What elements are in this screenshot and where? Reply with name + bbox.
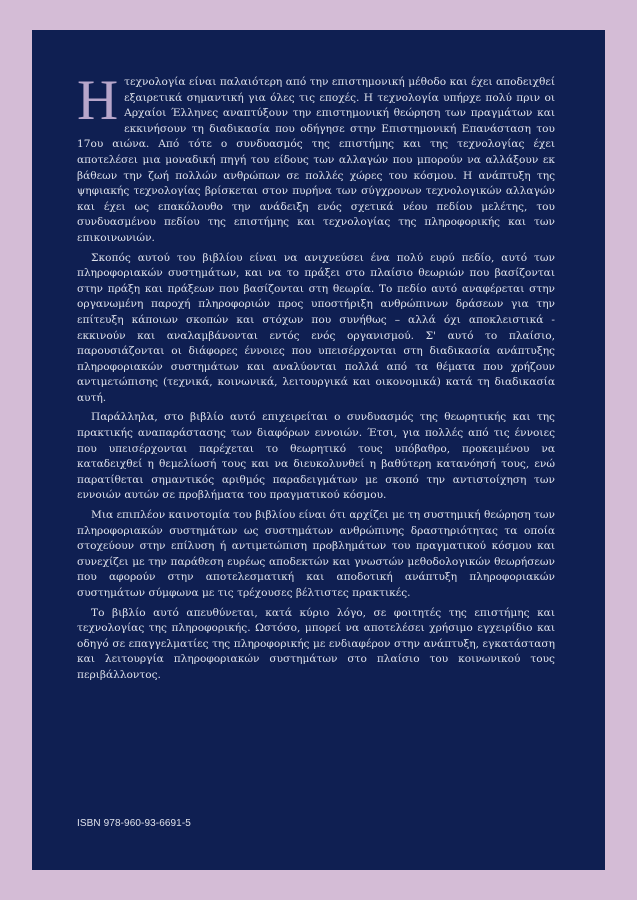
paragraph-intro-text: τεχνολογία είναι παλαιότερη από την επιστημονική μέθοδο και έχει αποδειχθεί εξαιρετικά σημαντική για όλες τις εποχές. Η τεχνολογία υπήρχε πολύ πριν οι Αρχαίοι Έλληνες αναπτύξουν την επιστημονική θεώρηση των πραγμάτων και εκκινήσουν τη διαδικασία που οδήγησε στην Επιστημονική Επανάσταση του 17ου αιώνα. Από τότε ο συνδυασμός της επιστήμης και της τεχνολογίας έχει αποτελέσει μια μοναδική πηγή του είδους των αλλαγών που μπορούν να αλλάξουν εκ βάθεων την ζωή πολλών ανθρώπων σε πολλές χώρες του κόσμου. Η ανάπτυξη της ψηφιακής τεχνολογίας βρίσκεται στον πυρήνα των σύγχρονων τεχνολογικών αλλαγών και έχει ως επακόλουθο την ανάδειξη ενός σχετικά νέου πεδίου μελέτης, του συνδυασμένου πεδίου της επιστήμης και τεχνολογίας της πληροφορικής και των επικοινωνιών. — [77, 76, 555, 244]
paragraph-innovation: Μια επιπλέον καινοτομία του βιβλίου είναι ότι αρχίζει με τη συστημική θεώρηση των πληροφοριακών συστημάτων ως συστημάτων ανθρώπινης δραστηριότητας τα οποία στοχεύουν στην επίλυση ή αντιμετώπιση προβλημάτων του πραγματικού κόσμου και συνεχίζει με την παράθεση ευρέως αποδεκτών και γνωστών μεθοδολογικών θεωρήσεων που αφορούν στην αποτελεσματική και αποδοτική ανάπτυξη πληροφοριακών συστημάτων σύμφωνα με τις τρέχουσες βέλτιστες πρακτικές. — [77, 509, 555, 599]
paragraph-audience: Το βιβλίο αυτό απευθύνεται, κατά κύριο λόγο, σε φοιτητές της επιστήμης και τεχνολογίας της πληροφορικής. Ωστόσο, μπορεί να αποτελέσει χρήσιμο εγχειρίδιο και οδηγό σε επαγγελματίες της πληροφορικής με ενδιαφέρον στην ανάπτυξη, εγκατάσταση και λειτουργία πληροφοριακών συστημάτων στο πλαίσιο του κοινωνικού τους περιβάλλοντος. — [77, 606, 555, 681]
back-cover-panel — [32, 30, 605, 870]
paragraph-theory-practice: Παράλληλα, στο βιβλίο αυτό επιχειρείται ο συνδυασμός της θεωρητικής και της πρακτικής αναπαράστασης των διαφόρων εννοιών. Έτσι, για πολλές από τις έννοιες που υπεισέρχονται παρέχεται το θεωρητικό τους υπόβαθρο, προκειμένου να καταδειχθεί η θεμελίωσή τους και να διευκολυνθεί η βαθύτερη κατανόησή τους, ενώ παρατίθεται σημαντικός αριθμός παραδειγμάτων με σκοπό την αντιστοίχηση των εννοιών αυτών σε προβλήματα του πραγματικού κόσμου. — [77, 411, 555, 502]
cover-text-block — [77, 69, 555, 688]
isbn-number: ISBN 978-960-93-6691-5 — [77, 818, 191, 829]
drop-cap-letter: Η — [77, 69, 119, 132]
paragraph-intro — [77, 69, 555, 247]
paragraph-purpose: Σκοπός αυτού του βιβλίου είναι να ανιχνεύσει ένα πολύ ευρύ πεδίο, αυτό των πληροφοριακών συστημάτων, και να το πράξει στο πλαίσιο θεωριών που βασίζονται στην πράξη και πράξεων που βασίζονται στη θεωρία. Το πεδίο αυτό αναφέρεται στην οργανωμένη παροχή πληροφοριών προς υποστήριξη ανθρώπινων δράσεων για την επίτευξη κάποιων σκοπών και στόχων που συνήθως – αλλά όχι αποκλειστικά - εκκινούν και αναλαμβάνονται εντός ενός οργανισμού. Σ' αυτό το πλαίσιο, παρουσιάζονται οι διάφορες έννοιες που υπεισέρχονται στη διαδικασία ανάπτυξης πληροφοριακών συστημάτων και αναλύονται πολλά από τα θέματα που χρήζουν αντιμετώπισης (τεχνικά, κοινωνικά, λειτουργικά και οικονομικά) κατά τη διαδικασία αυτή. — [77, 251, 555, 404]
